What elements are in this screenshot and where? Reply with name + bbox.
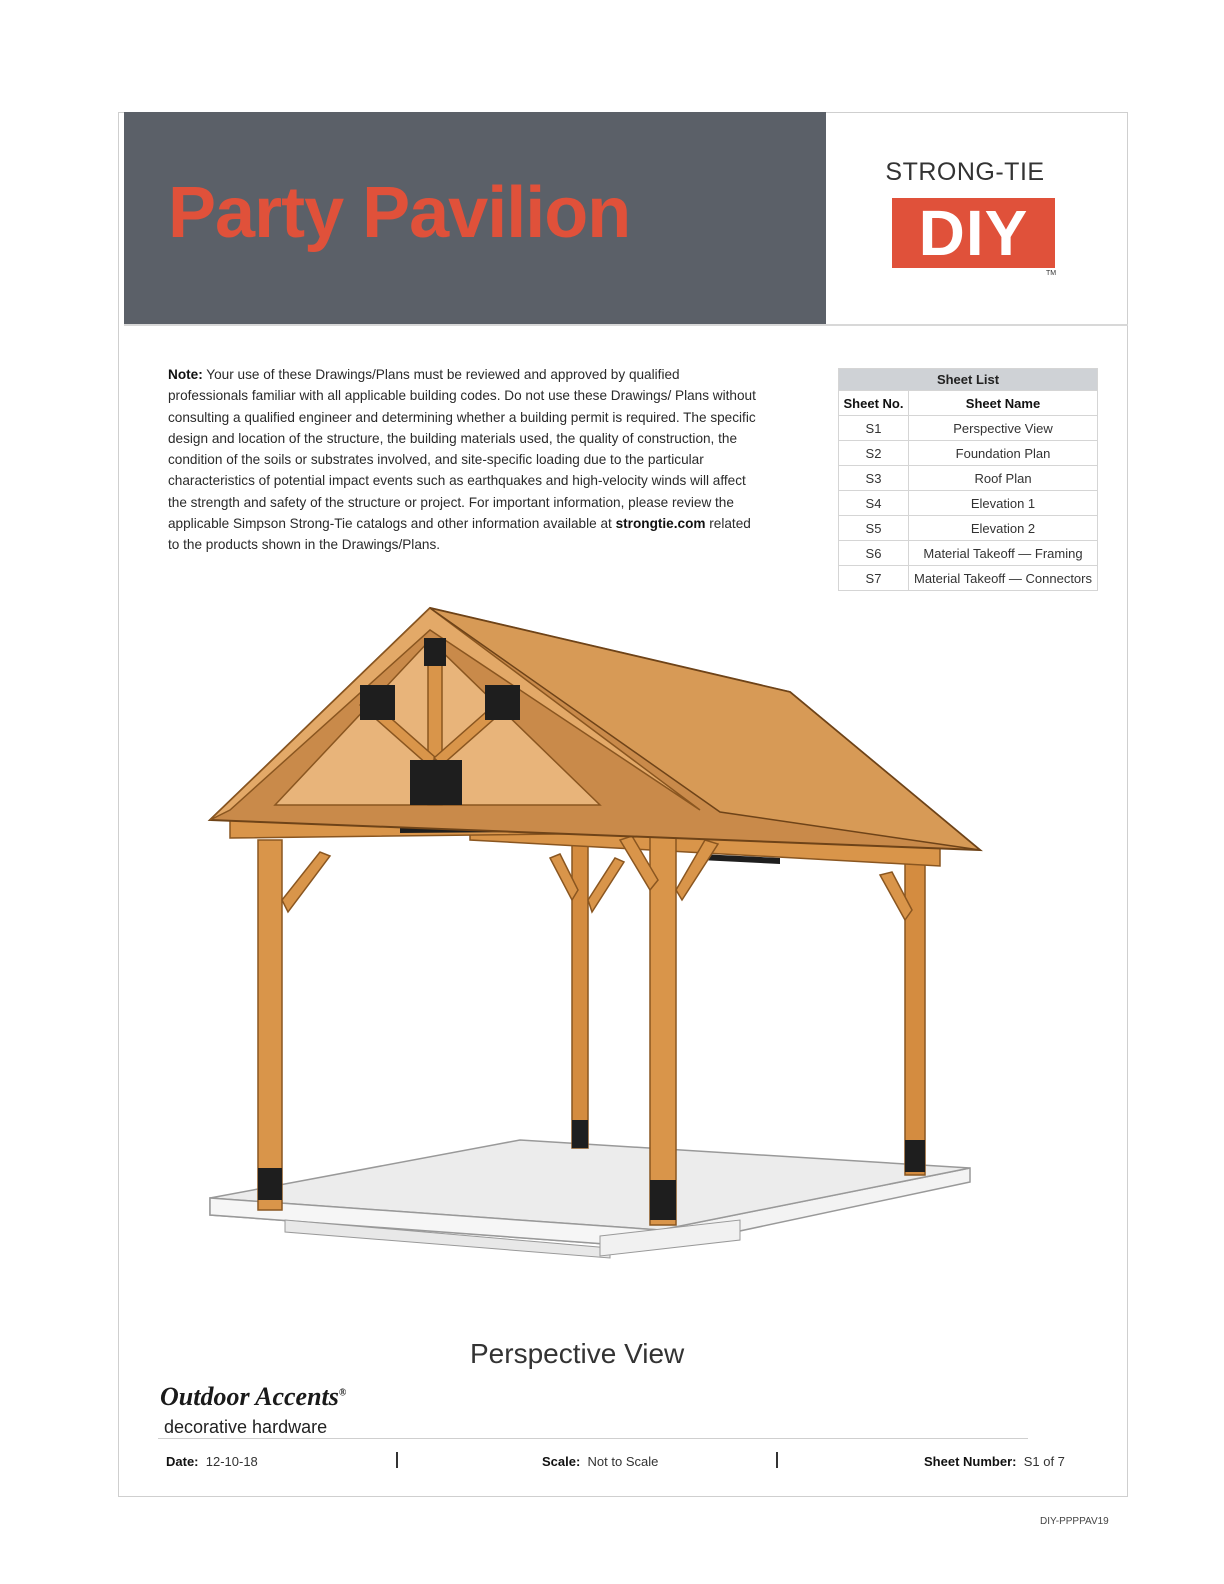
sheet-no-cell: S1: [839, 416, 909, 441]
outdoor-accents-subtitle: decorative hardware: [164, 1417, 328, 1437]
page-title: Party Pavilion: [168, 173, 631, 253]
sheet-name-cell: Elevation 1: [909, 491, 1098, 516]
table-row: [839, 466, 1098, 491]
outdoor-accents-logo-text: Outdoor Accents: [160, 1382, 339, 1411]
date-label: Date:: [166, 1454, 199, 1469]
brand-strong-tie-text: STRONG-TIE: [885, 158, 1045, 186]
sheet-number-label: Sheet Number:: [924, 1454, 1017, 1469]
concrete-slab: [210, 1140, 970, 1258]
outdoor-accents-logo: [160, 1382, 346, 1412]
pavilion-perspective-drawing: [180, 600, 1000, 1280]
view-title: Perspective View: [470, 1338, 685, 1369]
sheet-name-cell: Material Takeoff — Framing: [909, 541, 1098, 566]
sheet-name-cell: Perspective View: [909, 416, 1098, 441]
sheet-no-cell: S5: [839, 516, 909, 541]
sheet-name-cell: Roof Plan: [909, 466, 1098, 491]
trademark-mark: TM: [1046, 270, 1057, 277]
footer-date: [166, 1454, 258, 1469]
sheet-no-cell: S4: [839, 491, 909, 516]
strongtie-link[interactable]: strongtie.com: [615, 516, 706, 532]
table-row: [839, 516, 1098, 541]
sheet-name-cell: Material Takeoff — Connectors: [909, 566, 1098, 591]
table-row: [839, 441, 1098, 466]
sheet-name-cell: Elevation 2: [909, 516, 1098, 541]
date-value: 12-10-18: [205, 1454, 258, 1469]
footer-divider: [158, 1438, 1028, 1439]
scale-label: Scale:: [542, 1454, 581, 1469]
table-row: [839, 416, 1098, 441]
registered-mark: ®: [338, 1387, 347, 1399]
header-divider: [124, 324, 1128, 326]
sheet-no-cell: S2: [839, 441, 909, 466]
table-row: [839, 541, 1098, 566]
table-row: [839, 566, 1098, 591]
diy-logo: DIY: [892, 198, 1055, 268]
note-text-end: related to the products shown in the Drawings/Plans.: [168, 516, 751, 553]
footer-sheet-number: [924, 1454, 1065, 1469]
note-label: Note:: [168, 367, 203, 382]
sheet-list-caption: Sheet List: [839, 369, 1098, 391]
document-code: DIY-PPPPAV19: [1040, 1516, 1109, 1527]
back-posts: [572, 840, 925, 1175]
note-text: Your use of these Drawings/Plans must be reviewed and approved by qualified professionals familiar with all applicable building codes. Do not use these Drawings/ Plans without consulting a qualified engineer and determining whether a building permit is required. The specific design and location of the structure, the building materials used, the quality of construction, the condition of the soils or substrates involved, and site-specific loading due to the particular characteristics of potential impact events such as earthquakes and high-velocity winds will affect the strength and safety of the structure or project. For important information, please review the applicable Simpson Strong-Tie catalogs and other information available at: [168, 367, 756, 532]
roof: [210, 608, 980, 850]
scale-value: Not to Scale: [587, 1454, 659, 1469]
table-row: [839, 491, 1098, 516]
sheet-no-cell: S6: [839, 541, 909, 566]
disclaimer-note: [168, 364, 758, 556]
footer-separator: [776, 1452, 778, 1468]
sheet-number-value: S1 of 7: [1023, 1454, 1065, 1469]
sheet-name-cell: Foundation Plan: [909, 441, 1098, 466]
sheet-list-table: [838, 368, 1098, 591]
sheet-no-cell: S7: [839, 566, 909, 591]
sheet-no-cell: S3: [839, 466, 909, 491]
footer-scale: [542, 1454, 658, 1469]
column-header-sheet-name: Sheet Name: [909, 391, 1098, 416]
column-header-sheet-no: Sheet No.: [839, 391, 909, 416]
footer-separator: [396, 1452, 398, 1468]
